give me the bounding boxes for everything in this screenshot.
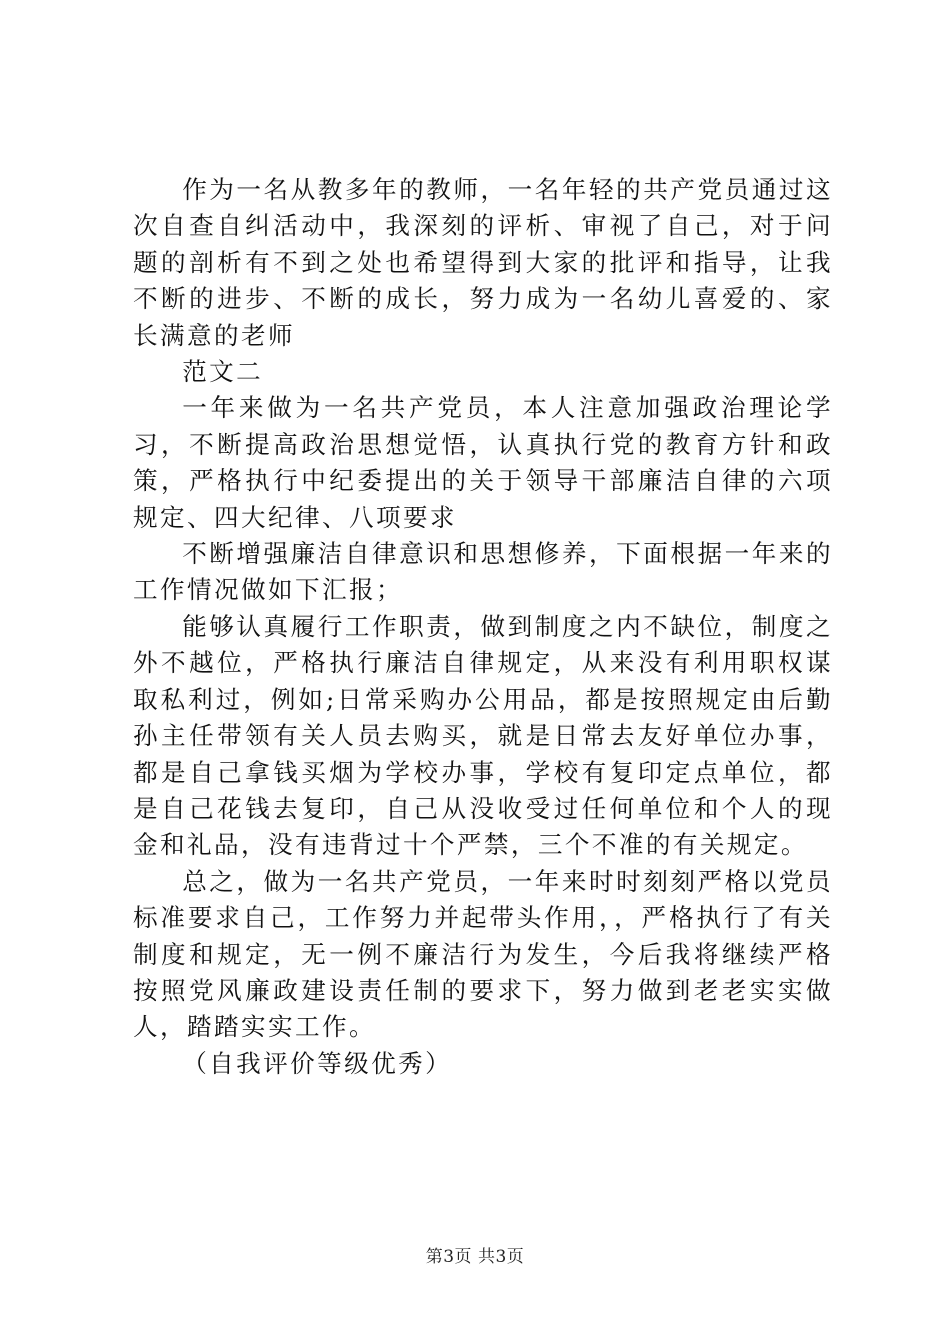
paragraph-summary: 总之，做为一名共产党员，一年来时时刻刻严格以党员标准要求自己，工作努力并起带头作用，，严格执行了有关制度和规定，无一例不廉洁行为发生，今后我将继续严格按照党风廉政建设责任制的要求下，努力做到老老实实做人，踏踏实实工作。 [133,866,833,1042]
section-heading-sample-two: 范文二 [182,357,264,387]
paragraph-integrity-awareness: 不断增强廉洁自律意识和思想修养，下面根据一年来的工作情况做如下汇报； [133,539,833,605]
document-body [133,172,833,1082]
paragraph-theory-study: 一年来做为一名共产党员，本人注意加强政治理论学习，不断提高政治思想觉悟，认真执行党的教育方针和政策，严格执行中纪委提出的关于领导干部廉洁自律的六项规定、四大纪律、八项要求 [133,393,833,532]
paragraph-self-review-intro: 作为一名从教多年的教师，一名年轻的共产党员通过这次自查自纠活动中，我深刻的评析、审视了自己，对于问题的剖析有不到之处也希望得到大家的批评和指导，让我不断的进步、不断的成长，努力成为一名幼儿喜爱的、家长满意的老师 [133,175,833,350]
paragraph-self-evaluation: （自我评价等级优秀） [182,1048,453,1078]
page-number-footer: 第3页 共3页 [425,1247,525,1267]
paragraph-duty-performance: 能够认真履行工作职责，做到制度之内不缺位，制度之外不越位，严格执行廉洁自律规定，从来没有利用职权谋取私利过，例如;日常采购办公用品，都是按照规定由后勤孙主任带领有关人员去购买，就是日常去友好单位办事，都是自己拿钱买烟为学校办事，学校有复印定点单位，都是自己花钱去复印，自己从没收受过任何单位和个人的现金和礼品，没有违背过十个严禁，三个不准的有关规定。 [133,611,833,860]
